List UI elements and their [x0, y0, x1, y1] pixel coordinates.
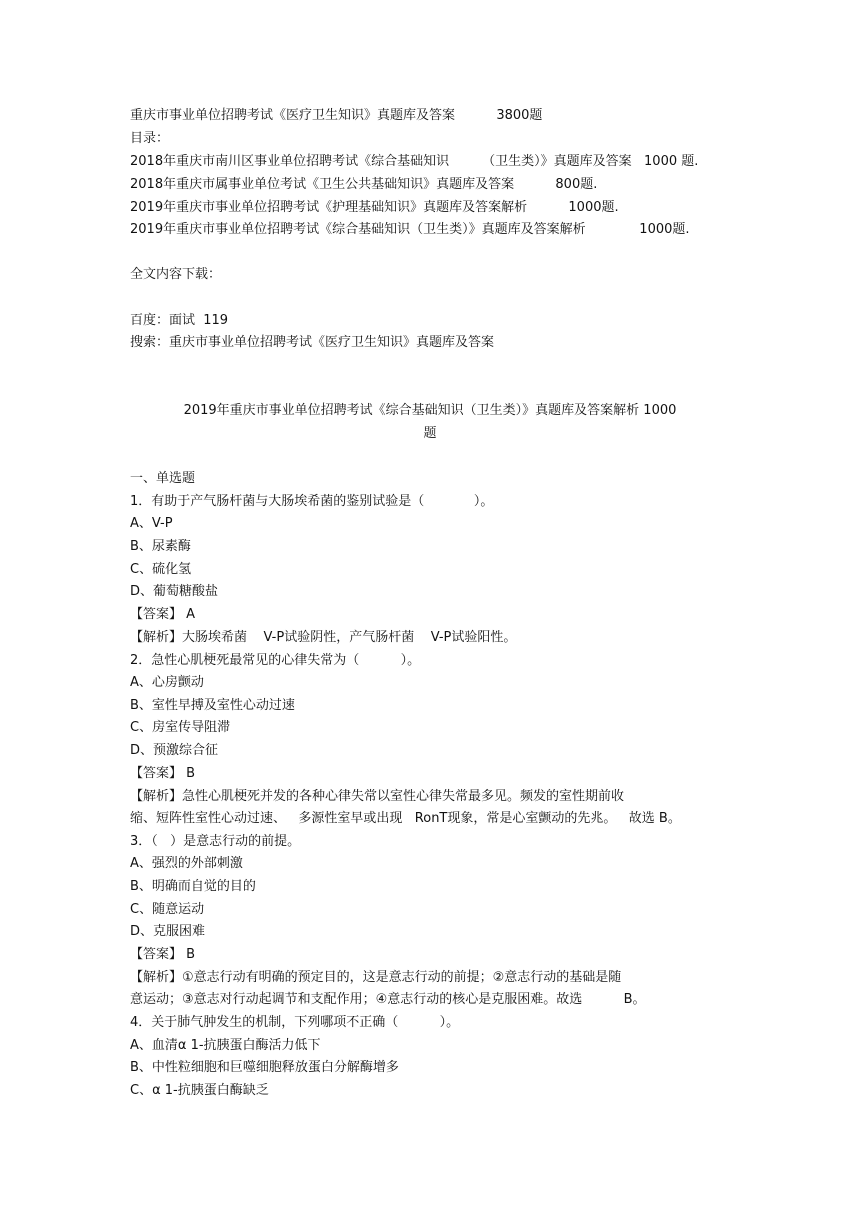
section-title-suffix: 题	[423, 426, 437, 441]
question-stem: 4．关于肺气肿发生的机制，下列哪项不正确（ ）。	[130, 1015, 460, 1030]
toc-item: 2019年重庆市事业单位招聘考试《综合基础知识（卫生类）》真题库及答案解析 1000题.	[130, 222, 690, 237]
analysis-line: 意运动；③意志对行动起调节和支配作用；④意志行动的核心是克服困难。故选 B。	[130, 992, 646, 1007]
toc-item: 2019年重庆市事业单位招聘考试《护理基础知识》真题库及答案解析 1000题.	[130, 200, 619, 215]
download-label: 全文内容下载：	[130, 267, 222, 282]
question-stem: 1．有助于产气肠杆菌与大肠埃希菌的鉴别试验是（ ）。	[130, 494, 494, 509]
search-line: 搜索：重庆市事业单位招聘考试《医疗卫生知识》真题库及答案	[130, 335, 495, 350]
option-line: B、中性粒细胞和巨噬细胞释放蛋白分解酶增多	[130, 1060, 399, 1075]
answer-line: 【答案】 B	[130, 766, 196, 781]
baidu-line: 百度：面试 119	[130, 313, 229, 328]
toc-label: 目录：	[130, 131, 170, 146]
option-line: D、克服困难	[130, 924, 206, 939]
answer-line: 【答案】 B	[130, 947, 196, 962]
analysis-line: 缩、短阵性室性心动过速、 多源性室早或出现 RonT现象，常是心室颤动的先兆。 故选 B。	[130, 811, 681, 826]
analysis-line: 【解析】大肠埃希菌 V-P试验阴性，产气肠杆菌 V-P试验阳性。	[130, 630, 517, 645]
question-type-heading: 一、单选题	[130, 471, 196, 486]
analysis-line: 【解析】急性心肌梗死并发的各种心律失常以室性心律失常最多见。频发的室性期前收	[130, 789, 625, 804]
option-line: C、硫化氢	[130, 562, 192, 577]
option-line: B、室性早搏及室性心动过速	[130, 698, 295, 713]
option-line: B、尿素酶	[130, 539, 191, 554]
option-line: C、房室传导阻滞	[130, 720, 231, 735]
option-line: D、葡萄糖酸盐	[130, 584, 219, 599]
option-line: A、强烈的外部刺激	[130, 856, 243, 871]
option-line: B、明确而自觉的目的	[130, 879, 256, 894]
document-title-line: 重庆市事业单位招聘考试《医疗卫生知识》真题库及答案 3800题	[130, 108, 543, 123]
answer-line: 【答案】 A	[130, 607, 196, 622]
option-line: A、血清α 1-抗胰蛋白酶活力低下	[130, 1038, 321, 1053]
option-line: A、心房颤动	[130, 675, 204, 690]
option-line: C、随意运动	[130, 902, 205, 917]
option-line: C、α 1-抗胰蛋白酶缺乏	[130, 1083, 269, 1098]
question-stem: 2．急性心肌梗死最常见的心律失常为（ ）。	[130, 653, 421, 668]
option-line: D、预激综合征	[130, 743, 219, 758]
analysis-line: 【解析】①意志行动有明确的预定目的，这是意志行动的前提；②意志行动的基础是随	[130, 970, 622, 985]
section-title: 2019年重庆市事业单位招聘考试《综合基础知识（卫生类）》真题库及答案解析 1000	[183, 403, 677, 418]
option-line: A、V-P	[130, 516, 173, 531]
question-stem: 3．（ ）是意志行动的前提。	[130, 834, 301, 849]
toc-item: 2018年重庆市属事业单位考试《卫生公共基础知识》真题库及答案 800题.	[130, 177, 598, 192]
toc-item: 2018年重庆市南川区事业单位招聘考试《综合基础知识 （卫生类）》真题库及答案 1000 题.	[130, 154, 699, 169]
